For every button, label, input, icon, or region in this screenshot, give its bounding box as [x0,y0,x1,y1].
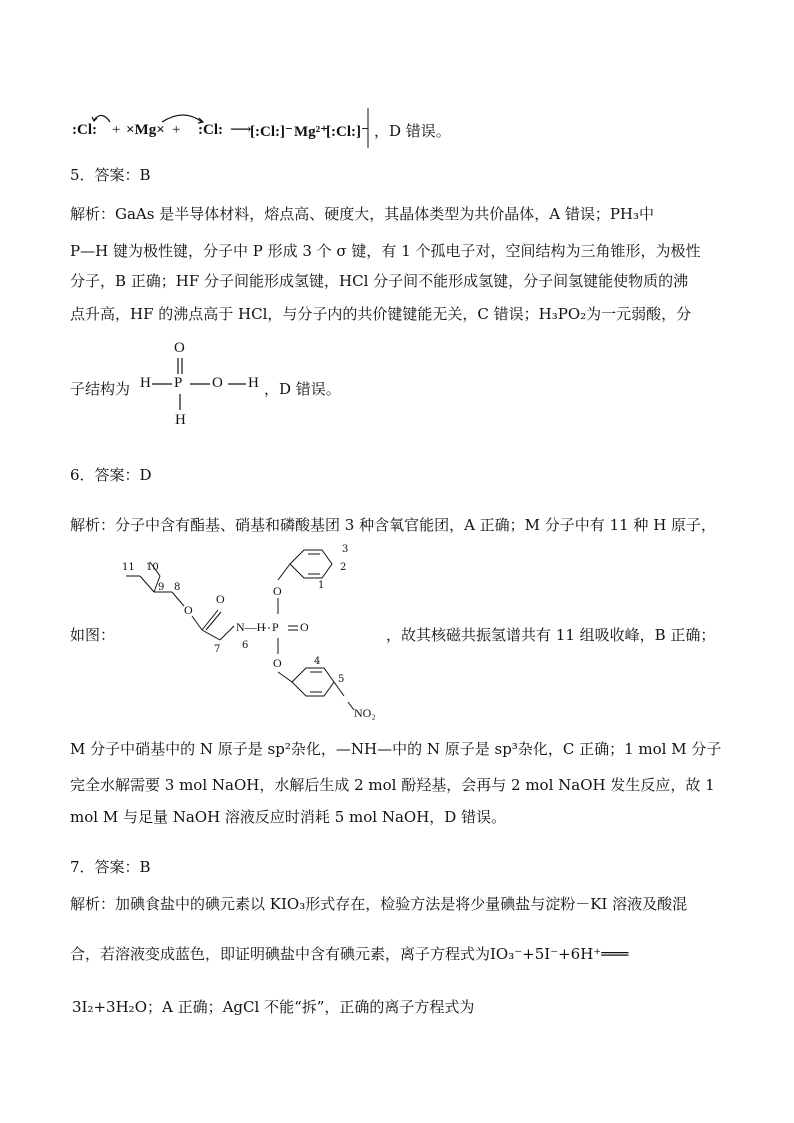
q6-line-1: 解析：分子中含有酯基、硝基和磷酸基团 3 种含氧官能团，A 正确；M 分子中有 11 种 H 原子， [70,516,717,534]
q6-answer: 6．答案：D [70,466,152,484]
label-3: 3 [342,544,349,555]
atom-o-top: O [273,584,282,598]
struct-h-bottom: H [175,412,186,428]
q5-line-3: 分子，B 正确；HF 分子间能形成氢键，HCl 分子间不能形成氢键，分子间氢键能使物质的沸 [70,272,689,290]
atom-o-p: O [300,620,309,634]
q4-conclusion: ，D 错误。 [374,122,451,140]
q5-line-5-suffix: ，D 错误。 [264,380,341,398]
label-9: 9 [158,582,165,593]
q6-line-2-prefix: 如图： [70,626,116,644]
lewis-arrow: ⟶ [230,122,252,138]
q6-line-4: 完全水解需要 3 mol NaOH，水解后生成 2 mol 酚羟基，会再与 2 mol NaOH 发生反应，故 1 [70,776,715,794]
label-8: 8 [174,582,181,593]
atom-o-carbonyl: O [216,592,225,606]
label-1: 1 [318,580,325,591]
lewis-plus-1: + [112,122,121,138]
label-11: 11 [122,562,135,573]
atom-nh: N—H [236,620,266,634]
q6-line-5: mol M 与足量 NaOH 溶液反应时消耗 5 mol NaOH，D 错误。 [70,808,507,826]
q7-line-2: 合，若溶液变成蓝色，即证明碘盐中含有碘元素，离子方程式为IO₃⁻+5I⁻+6H⁺═══ [70,945,629,963]
lewis-plus-2: + [172,122,181,138]
q5-line-2: P—H 键为极性键，分子中 P 形成 3 个 σ 键，有 1 个孤电子对，空间结构为三角锥形，为极性 [70,242,701,260]
q7-line-1: 解析：加碘食盐中的碘元素以 KIO₃形式存在，检验方法是将少量碘盐与淀粉－KI 溶液及酸混 [70,895,688,913]
struct-p: P [174,375,183,391]
struct-h-left: H [140,375,151,391]
molecule-m-structure [118,540,384,724]
atom-p: P [272,620,279,634]
label-5: 5 [338,674,345,685]
lewis-mg: ×Mg× [126,122,165,138]
lewis-cl-left: :Cl: [72,122,97,138]
q7-line-3: 3I₂+3H₂O；A 正确；AgCl 不能“拆”，正确的离子方程式为 [72,998,475,1016]
label-6: 6 [242,640,249,651]
q7-answer: 7．答案：B [70,858,151,876]
struct-o-top: O [174,340,185,356]
atom-no2: NO₂ [354,706,376,720]
q5-line-4: 点升高，HF 的沸点高于 HCl，与分子内的共价键键能无关，C 错误；H₃PO₂为一元弱酸，分 [70,305,692,323]
q5-line-1: 解析：GaAs 是半导体材料，熔点高、硬度大，其晶体类型为共价晶体，A 错误；PH₃中 [70,205,655,223]
label-7: 7 [214,644,221,655]
lewis-cl-right: :Cl: [198,122,223,138]
struct-o-mid: O [212,375,223,391]
lewis-product-mg: Mg²⁺ [294,124,329,140]
lewis-equation [72,108,372,148]
label-10: 10 [146,562,159,573]
atom-o-ester: O [184,603,193,617]
q5-answer: 5．答案：B [70,166,151,184]
q6-line-3: M 分子中硝基中的 N 原子是 sp²杂化，—NH—中的 N 原子是 sp³杂化，C 正确；1 mol M 分子 [70,740,722,758]
q6-line-2-suffix: ，故其核磁共振氢谱共有 11 组吸收峰，B 正确； [386,626,716,644]
atom-o-bottom: O [273,656,282,670]
lewis-product-cl-2: [:Cl:]⁻ [326,124,369,140]
lewis-product-cl-1: [:Cl:]⁻ [250,124,293,140]
struct-h-right: H [248,375,259,391]
label-2: 2 [340,562,347,573]
h3po2-structure [138,340,270,430]
label-4: 4 [314,656,321,667]
q5-line-5-prefix: 子结构为 [70,380,131,398]
